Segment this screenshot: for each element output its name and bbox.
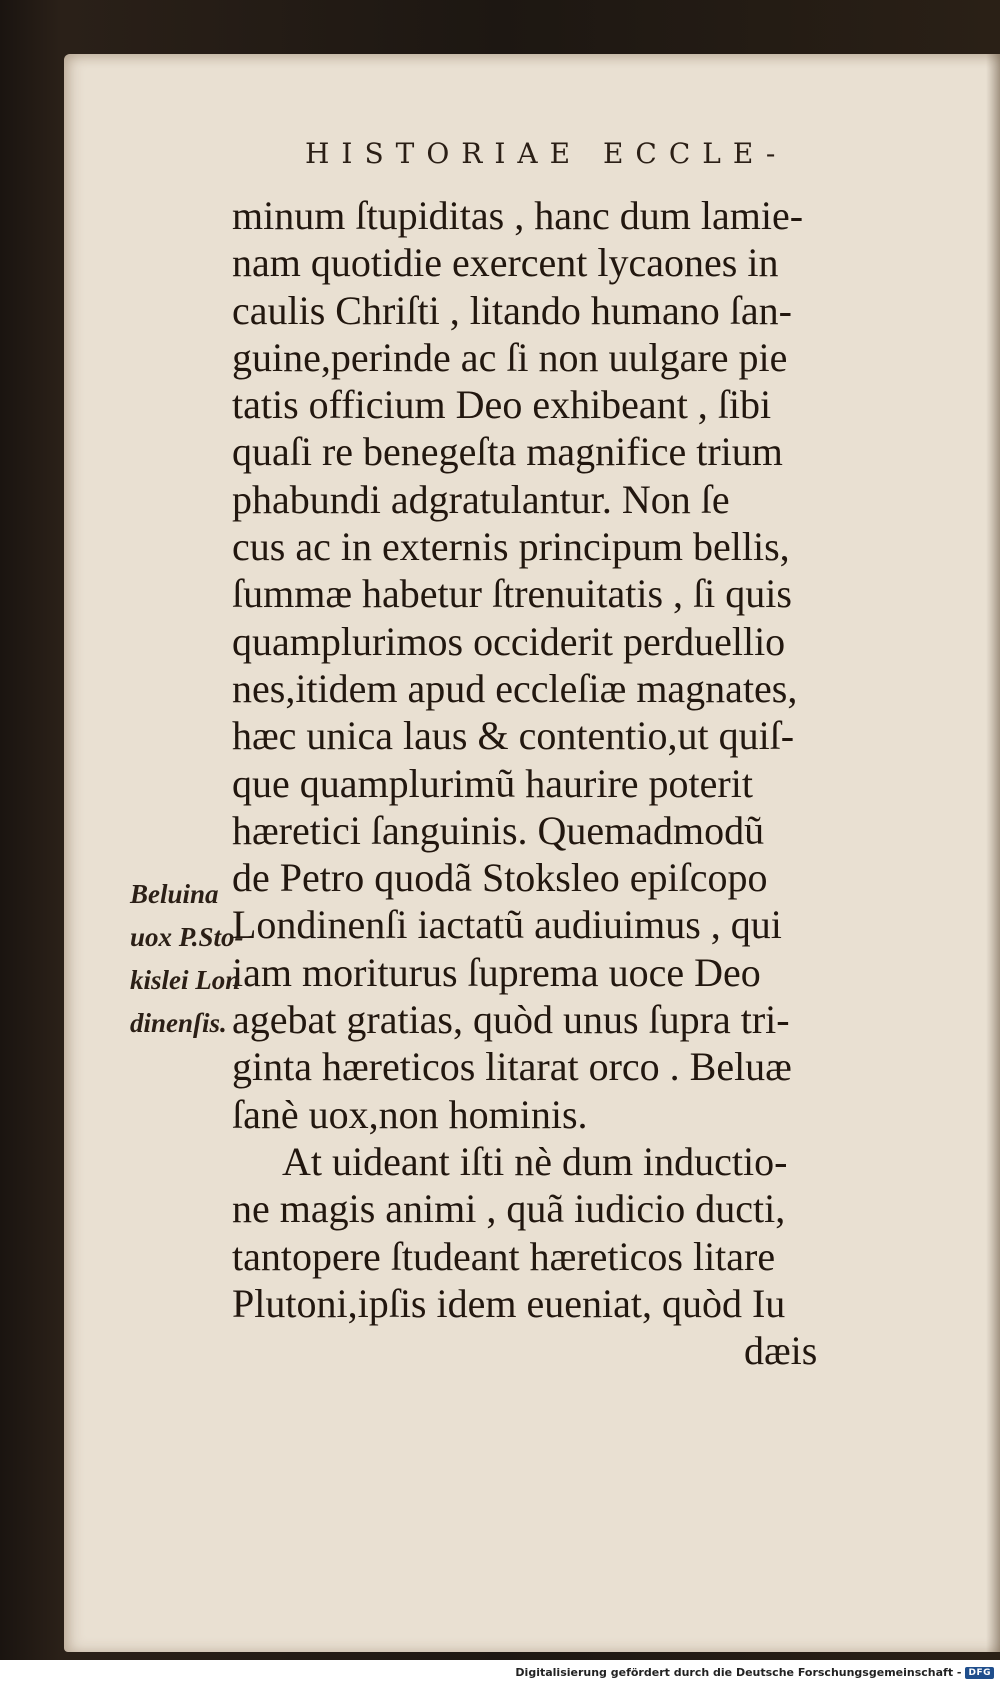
text-line: tatis officium Deo exhibeant , ſibi [232, 382, 772, 428]
digitization-credit [515, 1666, 994, 1679]
text-line: guine,perinde ac ſi non uulgare pie [232, 334, 788, 380]
running-head: HISTORIAE ECCLE- [305, 137, 788, 170]
text-line: quaſi re benegeſta magnifice trium [232, 429, 783, 475]
text-line: de Petro quodã Stoksleo epiſcopo [232, 855, 768, 901]
text-line: hæc unica laus & contentio,ut quiſ- [232, 713, 795, 759]
main-text [232, 192, 912, 1374]
text-line: que quamplurimũ haurire poterit [232, 760, 753, 806]
text-line: agebat gratias, quòd unus ſupra tri- [232, 997, 790, 1043]
paragraph-first-line: At uideant iſti nè dum inductio- [282, 1138, 788, 1184]
text-line: Plutoni,ipſis idem eueniat, quòd Iu [232, 1280, 786, 1326]
marginal-note [130, 873, 280, 1045]
text-line: tantopere ſtudeant hæreticos litare [232, 1233, 776, 1279]
text-line: nes,itidem apud eccleſiæ magnates, [232, 665, 798, 711]
text-line: quamplurimos occiderit perduellio [232, 618, 786, 664]
text-line: iam moriturus ſuprema uoce Deo [232, 949, 761, 995]
text-line: ſummæ habetur ſtrenuitatis , ſi quis [232, 571, 792, 617]
marginal-note-line: kislei Lon [130, 965, 241, 995]
text-line: Londinenſi iactatũ audiuimus , qui [232, 902, 782, 948]
marginal-note-line: Beluina [130, 879, 219, 909]
marginal-note-line: dinenſis. [130, 1008, 227, 1038]
text-line: caulis Chriſti , litando humano ſan- [232, 287, 792, 333]
catchword: dæis [744, 1328, 818, 1374]
marginal-note-line: uox P.Sto- [130, 922, 244, 952]
credit-text: Digitalisierung gefördert durch die Deutsche Forschungsgemeinschaft - [515, 1666, 962, 1679]
text-line: minum ſtupiditas , hanc dum lamie- [232, 193, 804, 238]
text-line: nam quotidie exercent lycaones in [232, 240, 779, 286]
page-edge-shadow [986, 54, 1000, 1652]
text-line: cus ac in externis principum bellis, [232, 524, 790, 570]
text-line: ginta hæreticos litarat orco . Beluæ [232, 1044, 792, 1090]
text-line: phabundi adgratulantur. Non ſe [232, 476, 730, 522]
dfg-logo: DFG [965, 1667, 994, 1679]
text-line: ne magis animi , quã iudicio ducti, [232, 1186, 786, 1232]
text-line: ſanè uox,non hominis. [232, 1091, 588, 1137]
text-line: hæretici ſanguinis. Quemadmodũ [232, 807, 765, 853]
